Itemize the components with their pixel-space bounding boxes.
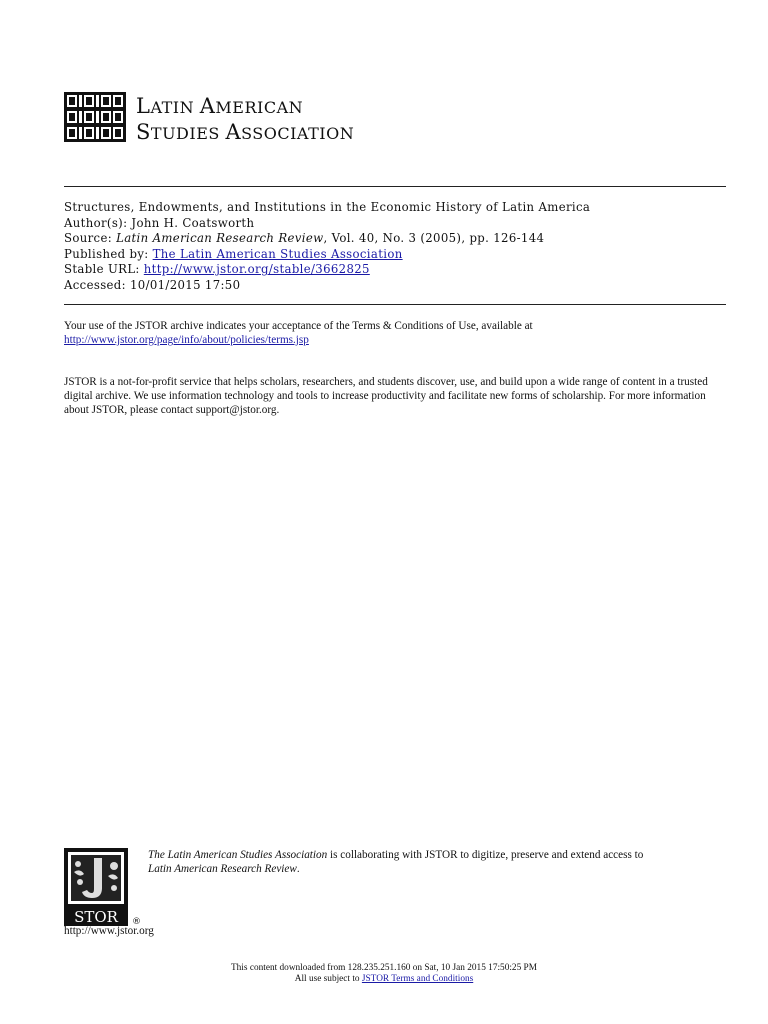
bottom-divider [64, 304, 726, 305]
article-stable-url: Stable URL: http://www.jstor.org/stable/3662825 [64, 262, 370, 277]
jstor-logo-text: STOR [74, 908, 118, 926]
article-title: Structures, Endowments, and Institutions in the Economic History of Latin America [64, 200, 591, 214]
lasa-wordmark-line-2: STUDIES ASSOCIATION [136, 120, 355, 144]
stable-url-link[interactable]: http://www.jstor.org/stable/3662825 [143, 262, 370, 277]
collab-organization: The Latin American Studies Association [148, 849, 328, 861]
jstor-url: http://www.jstor.org [64, 925, 154, 937]
terms-notice: Your use of the JSTOR archive indicates your acceptance of the Terms & Conditions of Use, available at http://www.jstor.org/page/info/about/policies/terms.jsp [64, 320, 533, 346]
footer-terms-link[interactable]: JSTOR Terms and Conditions [361, 974, 474, 984]
lasa-logo [64, 92, 364, 142]
jstor-description: JSTOR is a not-for-profit service that helps scholars, researchers, and students discover, use, and build upon a wide range of content in a trusted digital archive. We use information technology and tools to increase productivity and facilitate new forms of scholarship. For more information about JSTOR, please contact support@jstor.org. [64, 376, 708, 416]
article-metadata [64, 200, 734, 294]
jstor-logo-icon [64, 848, 146, 926]
top-divider [64, 186, 726, 187]
publisher-link[interactable]: The Latin American Studies Association [152, 246, 403, 261]
registered-mark: ® [132, 917, 141, 926]
lasa-wordmark [136, 94, 436, 146]
collaboration-statement: The Latin American Studies Association is collaborating with JSTOR to digitize, preserve and extend access to Latin American Research Review. [148, 849, 644, 875]
lasa-grid-icon [64, 92, 126, 142]
lasa-wordmark-line-1: LATIN AMERICAN [136, 94, 304, 118]
terms-footer-line: All use subject to JSTOR Terms and Conditions [294, 974, 474, 984]
collab-journal: Latin American Research Review [148, 863, 297, 875]
article-publisher: Published by: The Latin American Studies Association [64, 246, 403, 261]
terms-link[interactable]: http://www.jstor.org/page/info/about/policies/terms.jsp [64, 334, 309, 346]
source-journal: Latin American Research Review [116, 231, 324, 246]
download-footer [0, 963, 768, 985]
download-info: This content downloaded from 128.235.251.160 on Sat, 10 Jan 2015 17:50:25 PM [230, 963, 537, 973]
article-source: Source: Latin American Research Review, Vol. 40, No. 3 (2005), pp. 126-144 [64, 231, 545, 246]
article-accessed: Accessed: 10/01/2015 17:50 [64, 277, 241, 292]
article-authors: Author(s): John H. Coatsworth [64, 215, 255, 230]
